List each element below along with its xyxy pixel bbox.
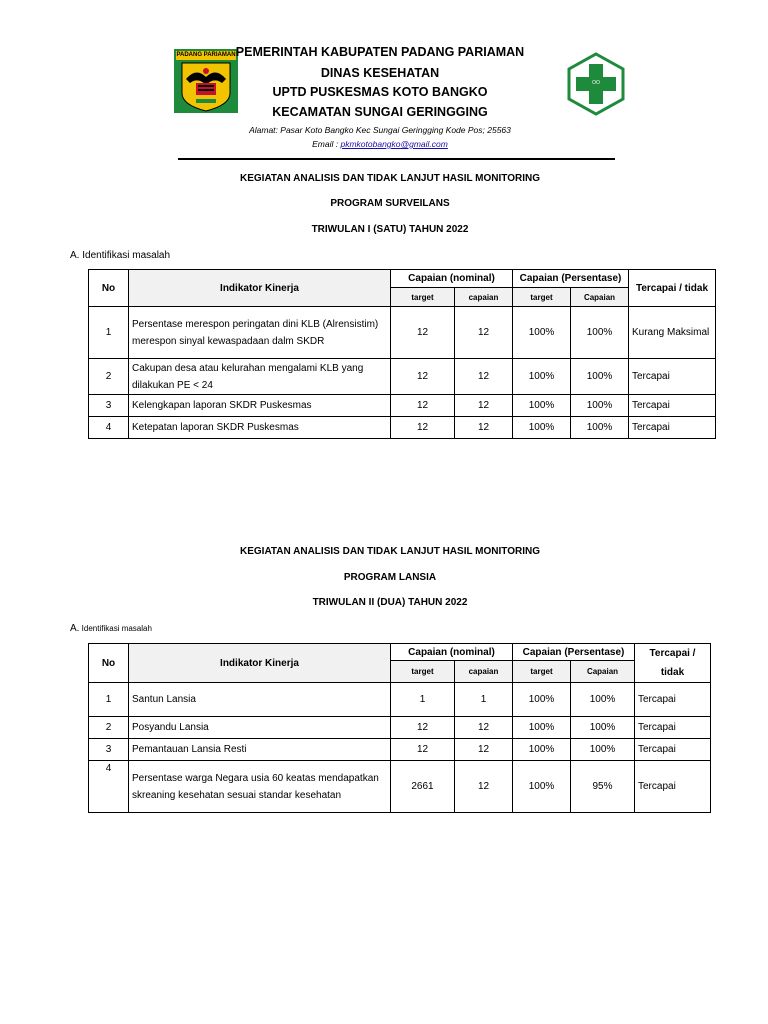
row-no: 2 [89, 359, 129, 395]
table-row [89, 739, 711, 761]
row-no: 2 [89, 717, 129, 739]
row-status: Tercapai [629, 395, 716, 417]
letterhead-line4: KECAMATAN SUNGAI GERINGGING [272, 105, 488, 119]
row-capaian: 12 [455, 739, 513, 761]
row-target: 12 [391, 417, 455, 439]
row-capaian: 12 [455, 359, 513, 395]
row-status: Tercapai [635, 739, 711, 761]
row-no: 4 [89, 761, 129, 813]
row-target-pct: 100% [513, 739, 571, 761]
table-row [89, 307, 716, 359]
section1-title3: TRIWULAN I (SATU) TAHUN 2022 [311, 224, 469, 235]
puskesmas-logo-icon [566, 52, 626, 116]
row-capaian: 1 [455, 683, 513, 717]
row-capaian: 12 [455, 395, 513, 417]
row-capaian: 12 [455, 761, 513, 813]
row-indikator: Santun Lansia [129, 683, 391, 717]
row-target-pct: 100% [513, 359, 571, 395]
surveilans-table [88, 269, 716, 439]
row-no: 1 [89, 683, 129, 717]
header-target: target [391, 288, 455, 307]
row-capaian-pct: 100% [571, 739, 635, 761]
letterhead-line3: UPTD PUSKESMAS KOTO BANGKO [272, 85, 488, 99]
row-capaian-pct: 100% [571, 717, 635, 739]
header-capaian-pct: Capaian [571, 661, 635, 683]
left-logo-text: PADANG PARIAMAN [176, 52, 236, 58]
header-capaian-nominal: Capaian (nominal) [391, 270, 513, 288]
header-capaian-pct: Capaian [571, 288, 629, 307]
row-capaian-pct: 100% [571, 359, 629, 395]
address: Alamat: Pasar Koto Bangko Kec Sungai Geringging Kode Pos; 25563 [249, 125, 511, 135]
right-logo-text: OO [592, 80, 600, 86]
table-row [89, 359, 716, 395]
table-row [89, 717, 711, 739]
row-status: Tercapai [635, 683, 711, 717]
row-capaian-pct: 100% [571, 395, 629, 417]
header-capaian-persentase: Capaian (Persentase) [513, 270, 629, 288]
row-indikator: Persentase merespon peringatan dini KLB (Alrensistim) merespon sinyal kewaspadaan dalm SKDR [129, 307, 391, 359]
email-link[interactable]: pkmkotobangko@gmail.com [340, 139, 448, 149]
table-row [89, 417, 716, 439]
section2-title2: PROGRAM LANSIA [343, 572, 437, 583]
letterhead-divider [178, 158, 615, 160]
table-row [89, 761, 711, 813]
row-target-pct: 100% [513, 417, 571, 439]
row-status: Tercapai [629, 417, 716, 439]
row-indikator: Pemantauan Lansia Resti [129, 739, 391, 761]
row-capaian-pct: 100% [571, 307, 629, 359]
row-target-pct: 100% [513, 395, 571, 417]
row-status: Tercapai [629, 359, 716, 395]
row-target-pct: 100% [513, 307, 571, 359]
row-target: 12 [391, 359, 455, 395]
row-no: 4 [89, 417, 129, 439]
row-capaian-pct: 100% [571, 683, 635, 717]
row-target: 12 [391, 739, 455, 761]
row-target: 12 [391, 717, 455, 739]
section2-heading-letter: A. [70, 623, 80, 634]
row-capaian-pct: 100% [571, 417, 629, 439]
header-target-pct: target [513, 288, 571, 307]
row-status: Tercapai [635, 761, 711, 813]
row-indikator: Ketepatan laporan SKDR Puskesmas [129, 417, 391, 439]
header-capaian: capaian [455, 288, 513, 307]
header-tercapai: Tercapai / tidak [635, 644, 711, 683]
row-status: Kurang Maksimal [629, 307, 716, 359]
row-status: Tercapai [635, 717, 711, 739]
header-no: No [89, 270, 129, 307]
email-line [200, 139, 560, 149]
header-capaian-nominal: Capaian (nominal) [391, 644, 513, 661]
letterhead-line2: DINAS KESEHATAN [320, 66, 440, 80]
row-target: 2661 [391, 761, 455, 813]
row-target: 1 [391, 683, 455, 717]
header-indikator: Indikator Kinerja [129, 644, 391, 683]
row-target-pct: 100% [513, 717, 571, 739]
table-row [89, 683, 711, 717]
table-row [89, 395, 716, 417]
row-indikator: Kelengkapan laporan SKDR Puskesmas [129, 395, 391, 417]
section2-heading-text: Identifikasi masalah [79, 624, 152, 633]
row-no: 1 [89, 307, 129, 359]
header-capaian-persentase: Capaian (Persentase) [513, 644, 635, 661]
section1-heading: A. Identifikasi masalah [70, 250, 171, 261]
row-target-pct: 100% [513, 761, 571, 813]
row-capaian: 12 [455, 417, 513, 439]
header-no: No [89, 644, 129, 683]
header-tercapai: Tercapai / tidak [629, 270, 716, 307]
section2-title3: TRIWULAN II (DUA) TAHUN 2022 [312, 597, 468, 608]
row-indikator: Posyandu Lansia [129, 717, 391, 739]
row-capaian-pct: 95% [571, 761, 635, 813]
row-indikator: Persentase warga Negara usia 60 keatas mendapatkan skreaning kesehatan sesuai standar kesehatan [129, 761, 391, 813]
lansia-table [88, 643, 711, 813]
letterhead-line1: PEMERINTAH KABUPATEN PADANG PARIAMAN [235, 45, 525, 59]
section1-title1: KEGIATAN ANALISIS DAN TIDAK LANJUT HASIL MONITORING [240, 173, 540, 184]
row-no: 3 [89, 395, 129, 417]
row-indikator: Cakupan desa atau kelurahan mengalami KLB yang dilakukan PE < 24 [129, 359, 391, 395]
section1-title2: PROGRAM SURVEILANS [330, 198, 450, 209]
section2-title1: KEGIATAN ANALISIS DAN TIDAK LANJUT HASIL MONITORING [240, 546, 540, 557]
header-indikator: Indikator Kinerja [129, 270, 391, 307]
row-target: 12 [391, 307, 455, 359]
row-capaian: 12 [455, 717, 513, 739]
row-no: 3 [89, 739, 129, 761]
row-target: 12 [391, 395, 455, 417]
email-label: Email : [312, 139, 341, 149]
row-capaian: 12 [455, 307, 513, 359]
header-target-pct: target [513, 661, 571, 683]
row-target-pct: 100% [513, 683, 571, 717]
header-target: target [391, 661, 455, 683]
header-capaian: capaian [455, 661, 513, 683]
section2-heading [70, 623, 152, 634]
